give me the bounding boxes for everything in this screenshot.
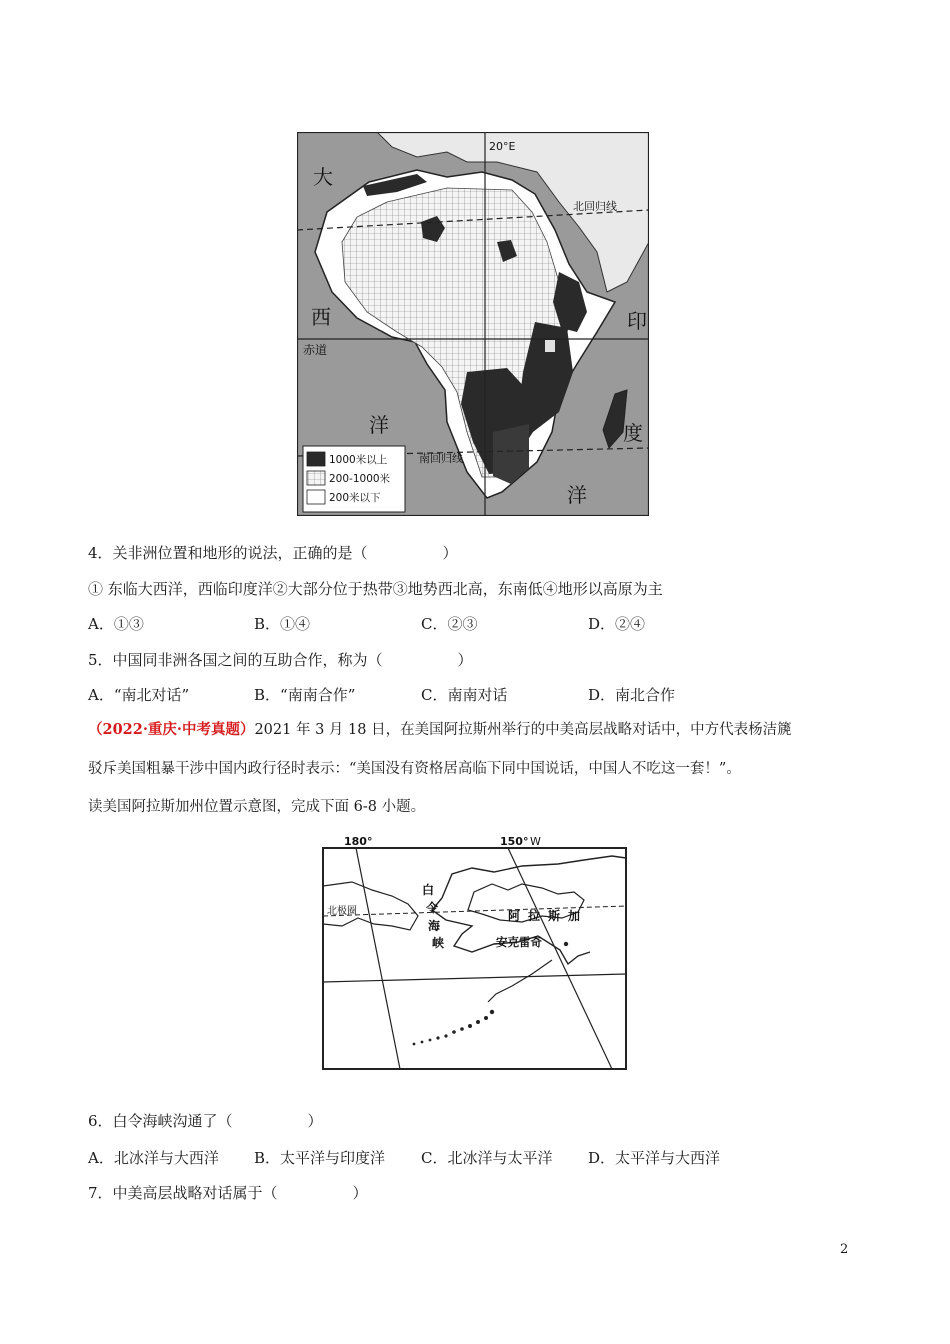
q4-option-d[interactable]: D．②④ <box>588 615 646 633</box>
passage-line-2: 驳斥美国粗暴干涉中国内政行径时表示：“美国没有资格居高临下同中国说话，中国人不吃这一套！”。 <box>88 761 741 777</box>
alaska-char-3: 斯 <box>548 909 561 923</box>
q6-option-c[interactable]: C．北冰洋与太平洋 <box>421 1149 553 1167</box>
anchorage-label: 安克雷奇 <box>496 935 542 949</box>
page-number: 2 <box>840 1242 849 1257</box>
passage-line-3: 读美国阿拉斯加州位置示意图，完成下面 6-8 小题。 <box>88 799 426 815</box>
q5-option-a[interactable]: A．“南北对话” <box>88 686 190 704</box>
q5-option-b[interactable]: B．“南南合作” <box>254 686 356 704</box>
alaska-char-4: 加 <box>568 909 581 923</box>
q6-stem: 6．白令海峡沟通了（ ） <box>88 1112 323 1130</box>
ocean-east-char-1: 印 <box>627 309 647 333</box>
legend-swatch-high <box>307 452 325 466</box>
arctic-circle-label: 北极圈 <box>327 906 357 917</box>
q4-option-b[interactable]: B．①④ <box>254 615 311 633</box>
q5-stem: 5．中国同非洲各国之间的互助合作，称为（ ） <box>88 651 473 669</box>
q6-option-d[interactable]: D．太平洋与大西洋 <box>588 1149 721 1167</box>
q5-option-c[interactable]: C．南南对话 <box>421 686 508 704</box>
tropic-north-label: 北回归线 <box>573 200 617 213</box>
legend-label-low: 200米以下 <box>329 492 381 504</box>
legend-swatch-low <box>307 490 325 504</box>
q4-statements: ① 东临大西洋，西临印度洋②大部分位于热带③地势西北高，东南低④地形以高原为主 <box>88 580 663 598</box>
tropic-south-label: 南回归线 <box>419 452 463 465</box>
passage-line-1-text: 2021 年 3 月 18 日，在美国阿拉斯州举行的中美高层战略对话中，中方代表杨洁篪 <box>254 722 792 738</box>
passage-source: （2022·重庆·中考真题） <box>88 721 255 738</box>
ocean-west-char-2: 西 <box>311 305 331 329</box>
anchorage-dot <box>564 942 568 946</box>
alaska-char-2: 拉 <box>528 909 541 923</box>
legend-label-mid: 200-1000米 <box>329 473 391 485</box>
q5-option-d[interactable]: D．南北合作 <box>588 686 676 704</box>
legend-label-high: 1000米以上 <box>329 454 388 466</box>
q4-option-c[interactable]: C．②③ <box>421 615 478 633</box>
q6-option-a[interactable]: A．北冰洋与大西洋 <box>88 1149 219 1167</box>
strait-char-3: 海 <box>428 919 441 933</box>
lon-w-label: W <box>530 835 541 848</box>
q6-option-b[interactable]: B．太平洋与印度洋 <box>254 1149 386 1167</box>
q4-stem: 4．关非洲位置和地形的说法，正确的是（ ） <box>88 544 458 562</box>
legend-swatch-mid <box>307 471 325 485</box>
alaska-map-frame <box>323 848 626 1069</box>
ocean-west-char-1: 大 <box>313 165 333 189</box>
q4-option-a[interactable]: A．①③ <box>88 615 144 633</box>
meridian-label: 20°E <box>489 140 516 153</box>
lake-victoria <box>545 340 555 352</box>
equator-label: 赤道 <box>303 343 328 357</box>
lon-150-label: 150° <box>500 835 529 848</box>
q7-stem: 7．中美高层战略对话属于（ ） <box>88 1184 368 1202</box>
alaska-char-1: 阿 <box>508 909 521 923</box>
africa-map <box>297 132 649 516</box>
alaska-map <box>322 834 628 1070</box>
strait-char-1: 白 <box>422 883 435 897</box>
lon-180-label: 180° <box>344 835 373 848</box>
map-legend <box>303 446 405 512</box>
ocean-west-char-3: 洋 <box>369 413 389 437</box>
strait-char-2: 令 <box>426 901 439 915</box>
strait-char-4: 峡 <box>432 936 445 950</box>
ocean-east-char-2: 度 <box>623 421 643 445</box>
ocean-east-char-3: 洋 <box>567 483 587 507</box>
passage-line-1 <box>88 719 792 741</box>
